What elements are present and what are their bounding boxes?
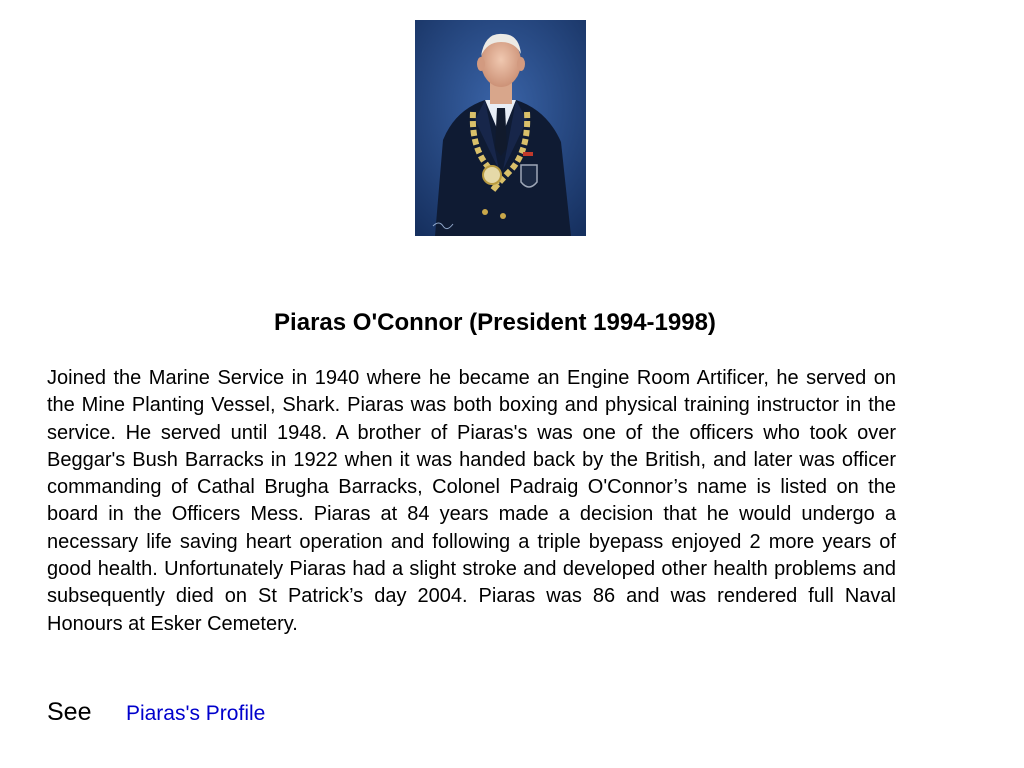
profile-link[interactable]: Piaras's Profile [125,702,266,725]
see-label: See [47,698,92,726]
biography-text: Joined the Marine Service in 1940 where he became an Engine Room Artificer, he served on the Mine Planting Vessel, Shark. Piaras was both boxing and physical training instructor in the service. He served until 1948. A brother of Piaras's was one of the officers who took over Beggar's Bush Barracks in 1922 when it was handed back by the British, and later was officer commanding of Cathal Brugha Barracks, Colonel Padraig O'Connor’s name is listed on the board in the Officers Mess. Piaras at 84 years made a decision that he would undergo a necessary life saving heart operation and following a triple byepass enjoyed 2 more years of good health. Unfortunately Piaras had a slight stroke and developed other health problems and subsequently died on St Patrick’s day 2004. Piaras was 86 and was rendered full Naval Honours at Esker Cemetery. [47,367,896,635]
see-also-row [47,695,265,729]
portrait-photo [415,20,586,236]
page-title: Piaras O'Connor (President 1994-1998) [274,309,716,336]
